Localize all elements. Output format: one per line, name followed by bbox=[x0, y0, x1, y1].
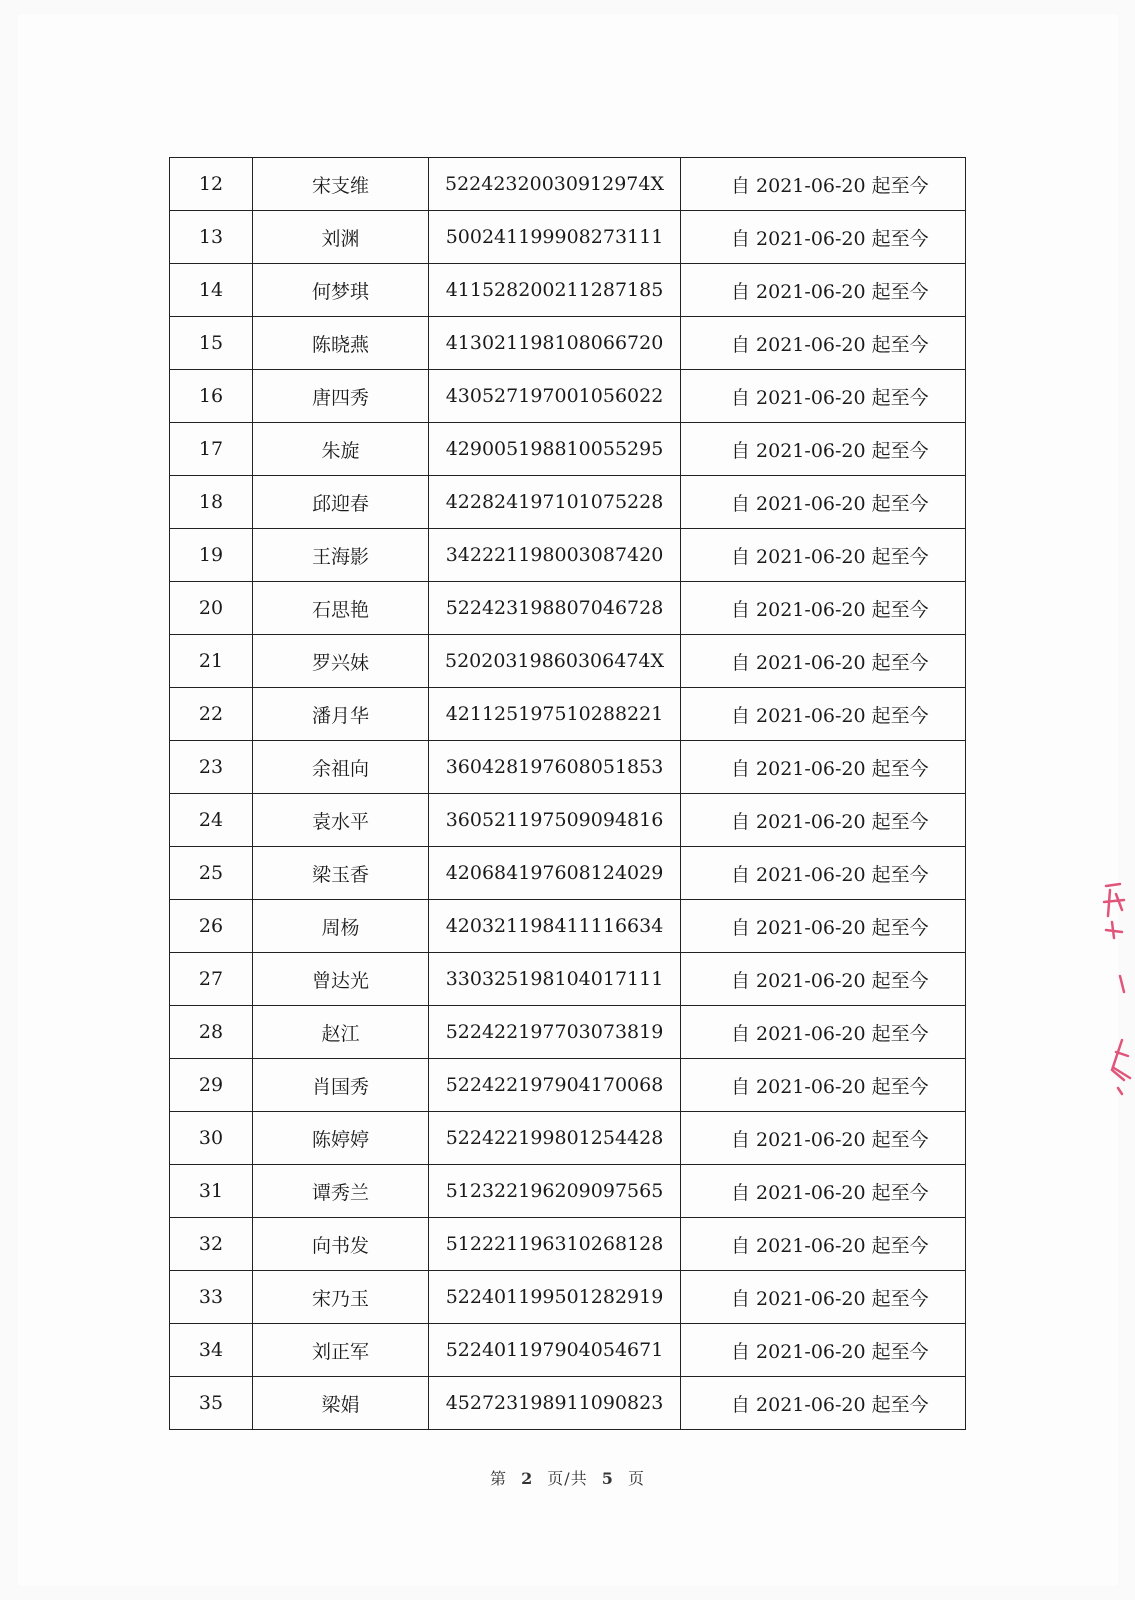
table-row bbox=[170, 529, 966, 582]
table-body bbox=[170, 158, 966, 1430]
period-cell: 自 2021-06-20 起至今 bbox=[681, 953, 966, 1006]
period-cell: 自 2021-06-20 起至今 bbox=[681, 635, 966, 688]
person-name-cell: 梁玉香 bbox=[253, 847, 429, 900]
id-number-cell: 411528200211287185 bbox=[429, 264, 681, 317]
id-number-cell: 512221196310268128 bbox=[429, 1218, 681, 1271]
person-name-cell: 王海影 bbox=[253, 529, 429, 582]
id-number-cell: 420684197608124029 bbox=[429, 847, 681, 900]
row-number-cell: 20 bbox=[170, 582, 253, 635]
footer-suffix: 页 bbox=[628, 1469, 646, 1488]
id-number-cell: 522422197703073819 bbox=[429, 1006, 681, 1059]
row-number-cell: 15 bbox=[170, 317, 253, 370]
person-name-cell: 陈晓燕 bbox=[253, 317, 429, 370]
footer-current-page: 2 bbox=[521, 1469, 534, 1488]
period-cell: 自 2021-06-20 起至今 bbox=[681, 1324, 966, 1377]
id-number-cell: 52020319860306474X bbox=[429, 635, 681, 688]
table-row bbox=[170, 635, 966, 688]
row-number-cell: 21 bbox=[170, 635, 253, 688]
row-number-cell: 14 bbox=[170, 264, 253, 317]
table-row bbox=[170, 423, 966, 476]
id-number-cell: 330325198104017111 bbox=[429, 953, 681, 1006]
period-cell: 自 2021-06-20 起至今 bbox=[681, 211, 966, 264]
row-number-cell: 34 bbox=[170, 1324, 253, 1377]
row-number-cell: 32 bbox=[170, 1218, 253, 1271]
id-number-cell: 430527197001056022 bbox=[429, 370, 681, 423]
table-row bbox=[170, 1112, 966, 1165]
row-number-cell: 27 bbox=[170, 953, 253, 1006]
table-row bbox=[170, 211, 966, 264]
row-number-cell: 29 bbox=[170, 1059, 253, 1112]
row-number-cell: 18 bbox=[170, 476, 253, 529]
period-cell: 自 2021-06-20 起至今 bbox=[681, 529, 966, 582]
table-row bbox=[170, 1324, 966, 1377]
period-cell: 自 2021-06-20 起至今 bbox=[681, 423, 966, 476]
table-row bbox=[170, 741, 966, 794]
table-row bbox=[170, 953, 966, 1006]
table-row bbox=[170, 264, 966, 317]
id-number-cell: 422824197101075228 bbox=[429, 476, 681, 529]
row-number-cell: 33 bbox=[170, 1271, 253, 1324]
id-number-cell: 500241199908273111 bbox=[429, 211, 681, 264]
period-cell: 自 2021-06-20 起至今 bbox=[681, 158, 966, 211]
table-row bbox=[170, 900, 966, 953]
table-row bbox=[170, 1377, 966, 1430]
row-number-cell: 17 bbox=[170, 423, 253, 476]
row-number-cell: 19 bbox=[170, 529, 253, 582]
id-number-cell: 342221198003087420 bbox=[429, 529, 681, 582]
footer-prefix: 第 bbox=[489, 1469, 507, 1488]
record-table bbox=[169, 157, 966, 1430]
person-name-cell: 肖国秀 bbox=[253, 1059, 429, 1112]
table-row bbox=[170, 317, 966, 370]
table-row bbox=[170, 582, 966, 635]
period-cell: 自 2021-06-20 起至今 bbox=[681, 317, 966, 370]
row-number-cell: 26 bbox=[170, 900, 253, 953]
id-number-cell: 52242320030912974X bbox=[429, 158, 681, 211]
row-number-cell: 31 bbox=[170, 1165, 253, 1218]
period-cell: 自 2021-06-20 起至今 bbox=[681, 794, 966, 847]
row-number-cell: 30 bbox=[170, 1112, 253, 1165]
table-row bbox=[170, 476, 966, 529]
person-name-cell: 朱旋 bbox=[253, 423, 429, 476]
row-number-cell: 35 bbox=[170, 1377, 253, 1430]
row-number-cell: 22 bbox=[170, 688, 253, 741]
id-number-cell: 522423198807046728 bbox=[429, 582, 681, 635]
id-number-cell: 360521197509094816 bbox=[429, 794, 681, 847]
row-number-cell: 28 bbox=[170, 1006, 253, 1059]
row-number-cell: 25 bbox=[170, 847, 253, 900]
row-number-cell: 13 bbox=[170, 211, 253, 264]
footer-middle: 页/共 bbox=[547, 1469, 588, 1488]
person-name-cell: 宋支维 bbox=[253, 158, 429, 211]
person-name-cell: 梁娟 bbox=[253, 1377, 429, 1430]
table-row bbox=[170, 158, 966, 211]
table-row bbox=[170, 688, 966, 741]
period-cell: 自 2021-06-20 起至今 bbox=[681, 1165, 966, 1218]
id-number-cell: 522422199801254428 bbox=[429, 1112, 681, 1165]
period-cell: 自 2021-06-20 起至今 bbox=[681, 1377, 966, 1430]
page-footer bbox=[0, 1466, 1135, 1489]
id-number-cell: 522401197904054671 bbox=[429, 1324, 681, 1377]
person-name-cell: 刘正军 bbox=[253, 1324, 429, 1377]
table-row bbox=[170, 794, 966, 847]
row-number-cell: 24 bbox=[170, 794, 253, 847]
person-name-cell: 潘月华 bbox=[253, 688, 429, 741]
id-number-cell: 522422197904170068 bbox=[429, 1059, 681, 1112]
table-row bbox=[170, 1271, 966, 1324]
period-cell: 自 2021-06-20 起至今 bbox=[681, 900, 966, 953]
table-row bbox=[170, 1059, 966, 1112]
id-number-cell: 413021198108066720 bbox=[429, 317, 681, 370]
person-name-cell: 刘渊 bbox=[253, 211, 429, 264]
person-name-cell: 谭秀兰 bbox=[253, 1165, 429, 1218]
row-number-cell: 23 bbox=[170, 741, 253, 794]
person-name-cell: 石思艳 bbox=[253, 582, 429, 635]
table-row bbox=[170, 1006, 966, 1059]
person-name-cell: 曾达光 bbox=[253, 953, 429, 1006]
person-name-cell: 向书发 bbox=[253, 1218, 429, 1271]
id-number-cell: 429005198810055295 bbox=[429, 423, 681, 476]
table-row bbox=[170, 1218, 966, 1271]
person-name-cell: 何梦琪 bbox=[253, 264, 429, 317]
person-name-cell: 罗兴妹 bbox=[253, 635, 429, 688]
id-number-cell: 452723198911090823 bbox=[429, 1377, 681, 1430]
person-name-cell: 余祖向 bbox=[253, 741, 429, 794]
period-cell: 自 2021-06-20 起至今 bbox=[681, 847, 966, 900]
period-cell: 自 2021-06-20 起至今 bbox=[681, 1112, 966, 1165]
row-number-cell: 16 bbox=[170, 370, 253, 423]
period-cell: 自 2021-06-20 起至今 bbox=[681, 688, 966, 741]
table-row bbox=[170, 1165, 966, 1218]
id-number-cell: 420321198411116634 bbox=[429, 900, 681, 953]
footer-total-pages: 5 bbox=[601, 1469, 614, 1488]
person-name-cell: 周杨 bbox=[253, 900, 429, 953]
period-cell: 自 2021-06-20 起至今 bbox=[681, 741, 966, 794]
person-name-cell: 陈婷婷 bbox=[253, 1112, 429, 1165]
person-name-cell: 袁水平 bbox=[253, 794, 429, 847]
period-cell: 自 2021-06-20 起至今 bbox=[681, 264, 966, 317]
period-cell: 自 2021-06-20 起至今 bbox=[681, 582, 966, 635]
table-row bbox=[170, 847, 966, 900]
person-name-cell: 邱迎春 bbox=[253, 476, 429, 529]
period-cell: 自 2021-06-20 起至今 bbox=[681, 476, 966, 529]
id-number-cell: 421125197510288221 bbox=[429, 688, 681, 741]
period-cell: 自 2021-06-20 起至今 bbox=[681, 1059, 966, 1112]
table-row bbox=[170, 370, 966, 423]
person-name-cell: 赵江 bbox=[253, 1006, 429, 1059]
period-cell: 自 2021-06-20 起至今 bbox=[681, 1218, 966, 1271]
id-number-cell: 360428197608051853 bbox=[429, 741, 681, 794]
id-number-cell: 522401199501282919 bbox=[429, 1271, 681, 1324]
id-number-cell: 512322196209097565 bbox=[429, 1165, 681, 1218]
person-name-cell: 唐四秀 bbox=[253, 370, 429, 423]
period-cell: 自 2021-06-20 起至今 bbox=[681, 1006, 966, 1059]
person-name-cell: 宋乃玉 bbox=[253, 1271, 429, 1324]
period-cell: 自 2021-06-20 起至今 bbox=[681, 1271, 966, 1324]
period-cell: 自 2021-06-20 起至今 bbox=[681, 370, 966, 423]
row-number-cell: 12 bbox=[170, 158, 253, 211]
